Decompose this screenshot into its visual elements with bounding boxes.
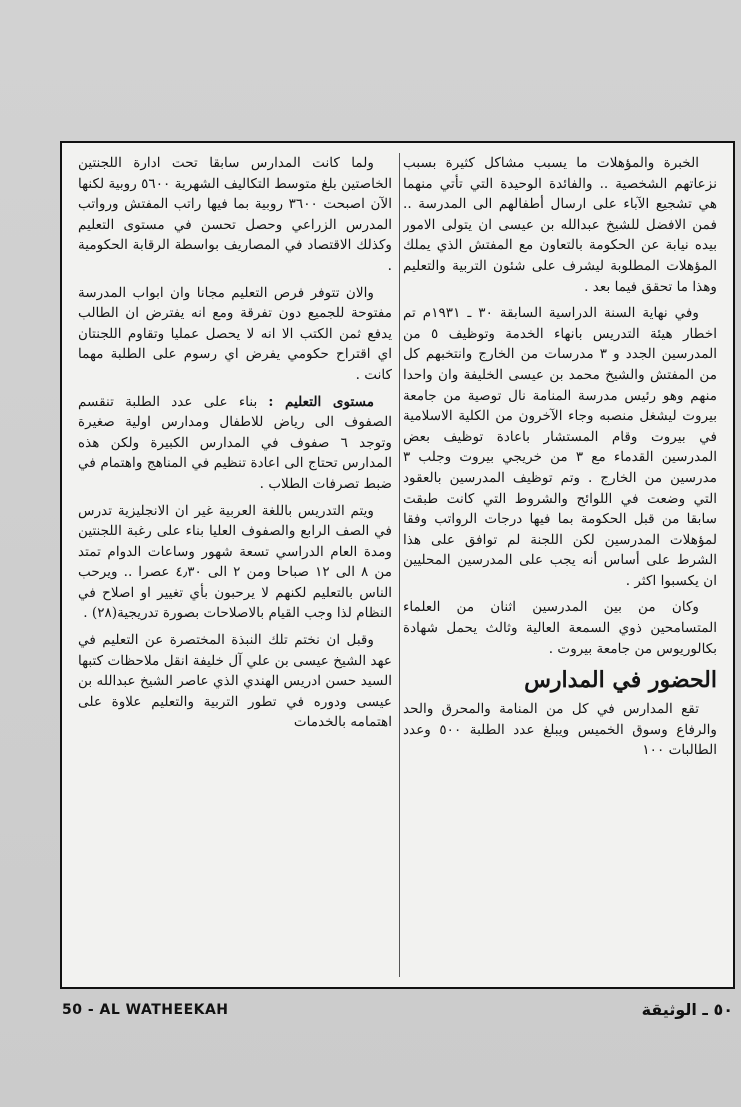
section-heading: الحضور في المدارس (524, 667, 717, 694)
right-column (403, 153, 717, 987)
paragraph: ولما كانت المدارس سابقا تحت ادارة اللجنتين الخاصتين بلغ متوسط التكاليف الشهرية ٥٦٠٠ روبية لكنها الآن اصبحت ٣٦٠٠ روبية بما فيها راتب المفتش ورواتب المدرس الزراعي وحصل تحسن في مستوى التعليم وكذلك الاقتصاد في المصاريف بواسطة الرقابة الحكومية . (78, 155, 392, 274)
left-column (78, 153, 392, 987)
paragraph-lead: مستوى التعليم : (268, 393, 374, 410)
paragraph (78, 392, 392, 495)
paragraph-body: بناء على عدد الطلبة تنقسم الصفوف الى رياض للاطفال ومدارس اولية صغيرة وتوجد ٦ صفوف في المدارس الكبيرة ولكن هذه المدارس تحتاج الى اعادة تنظيم في المناهج واهتمام في ضبط تصرفات الطلاب . (78, 393, 392, 492)
article-frame (60, 141, 735, 989)
page-footer-latin: 50 - AL WATHEEKAH (62, 1002, 229, 1018)
paragraph: الخبرة والمؤهلات ما يسبب مشاكل كثيرة بسبب نزعاتهم الشخصية .. والفائدة الوحيدة التي تأتي منهما هي تشجيع الآباء على ارسال أطفالهم الى المدرسة .. فمن الافضل للشيخ عبدالله بن عيسى ان يتولى الامور بيده نيابة عن الحكومة بالتعاون مع المفتش الذي يملك المؤهلات المطلوبة ليشرف على شئون التربية والتعليم وهذا ما تحقق فيما بعد . (403, 155, 717, 295)
paragraph: وكان من بين المدرسين اثنان من العلماء المتسامحين ذوي السمعة العالية وثالث يحمل شهادة بكالوريوس من جامعة بيروت . (403, 599, 717, 657)
page-footer-arabic: ٥٠ ـ الوثيقة (641, 1000, 733, 1019)
paragraph: وقبل ان نختم تلك النبذة المختصرة عن التعليم في عهد الشيخ عيسى بن علي آل خليفة انقل ملاحظات كتبها السيد حسن ادريس الهندي الذي عاصر الشيخ عبدالله بن عيسى ودوره في تطور التربية والتعليم علاوة على اهتمامه بالخدمات (78, 632, 392, 731)
paragraph: وفي نهاية السنة الدراسية السابقة ٣٠ ـ ١٩٣١م تم اخطار هيئة التدريس بانهاء الخدمة وتوظيف ٥ من المدرسين الجدد و ٣ مدرسات من الخارج وانتخبهم كل من المفتش والشيخ محمد بن عيسى الخليفة وان واحدا منهم وهو رئيس مدرسة المنامة نال توصية من جامعة بيروت ليشغل منصبه وجاء الآخرون من الكلية الاسلامية في بيروت وقام المستشار باعادة توظيف بعض المدرسين القدماء مع ٣ من خريجي بيروت وجلب ٣ مدرسين من الخارج . وتم توظيف المدرسين بالعقود التي وضعت في اللوائح والشروط التي كانت طبقت سابقا من قبل الحكومة بما فيها درجات الرواتب وفقا لمؤهلات المدرسين لكن اللجنة لم توافق على هذا الشرط على أساس أنه يجب على المدرسين المحليين ان يكسبوا اكثر . (403, 305, 717, 589)
paragraph: ويتم التدريس باللغة العربية غير ان الانجليزية تدرس في الصف الرابع والصفوف العليا بناء على رغبة اللجنتين ومدة العام الدراسي تسعة شهور وساعات الدوام تمتد من ٨ الى ١٢ صباحا ومن ٢ الى ٤٫٣٠ عصرا .. ويرحب الناس بالتعليم لكنهم لا يرحبون بأي تغيير او اصلاح في النظام لذا وجب القيام بالاصلاحات بصورة تدريجية(٢٨) . (78, 502, 392, 622)
column-divider (399, 153, 400, 977)
paragraph: والان تتوفر فرص التعليم مجانا وان ابواب المدرسة مفتوحة للجميع دون تفرقة ومع انه يفترض ان الطالب يدفع ثمن الكتب الا انه لا يحصل عمليا وتقاوم اللجنتان اي اقتراح حكومي يفرض اي رسوم على الطلبة مهما كانت . (78, 284, 392, 383)
paragraph: تقع المدارس في كل من المنامة والمحرق والحد والرفاع وسوق الخميس ويبلغ عدد الطلبة ٥٠٠ وعدد الطالبات ١٠٠ (403, 701, 717, 759)
